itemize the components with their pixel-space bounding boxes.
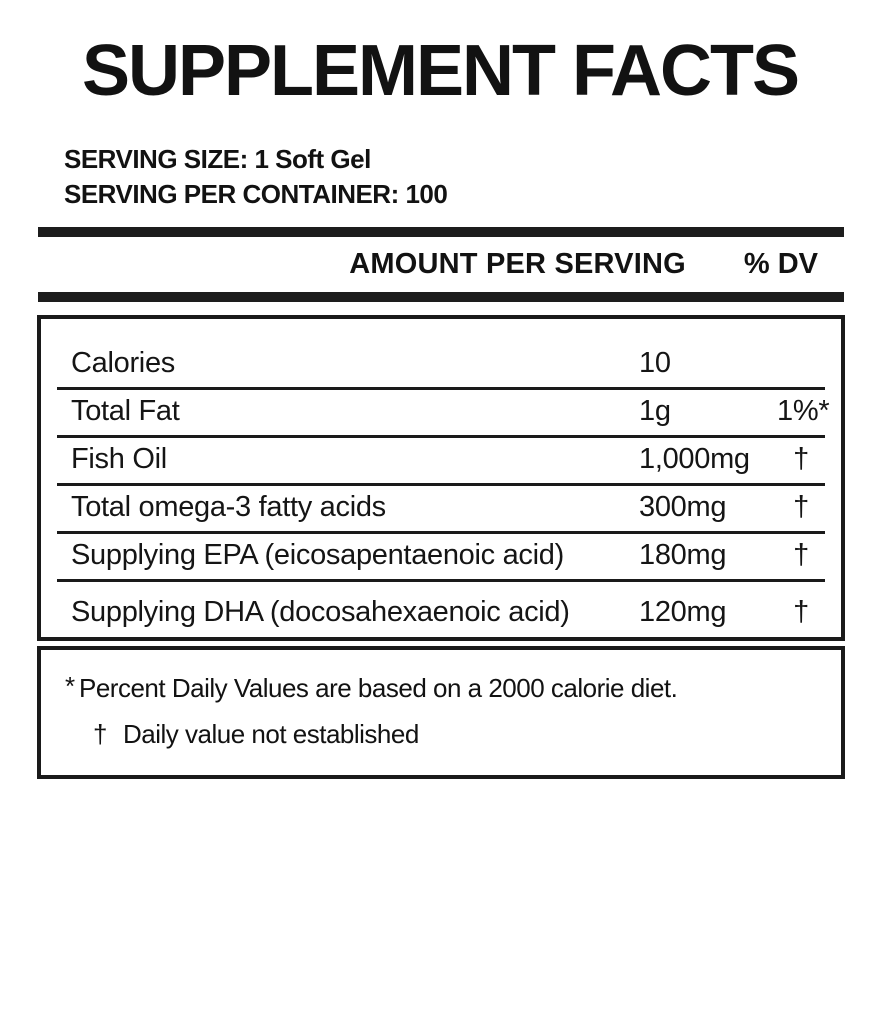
nutrient-amount: 120mg	[639, 596, 727, 628]
table-row	[57, 390, 830, 438]
nutrient-facts-box	[37, 315, 845, 641]
table-row	[57, 319, 825, 390]
divider-bar-bottom	[38, 292, 844, 302]
page-title: SUPPLEMENT FACTS	[81, 31, 799, 111]
column-header-row	[38, 237, 844, 292]
asterisk-symbol: *	[65, 671, 75, 701]
nutrient-amount: 300mg	[639, 491, 727, 523]
table-row	[57, 582, 825, 636]
nutrient-name: Supplying EPA (eicosapentaenoic acid)	[71, 539, 564, 571]
dagger-symbol: †	[93, 719, 107, 749]
nutrient-name: Total omega-3 fatty acids	[71, 491, 386, 523]
nutrient-amount: 1,000mg	[639, 443, 750, 475]
nutrient-name: Fish Oil	[71, 443, 167, 475]
table-row	[57, 438, 825, 486]
asterisk-footnote-text: Percent Daily Values are based on a 2000 calorie diet.	[79, 673, 678, 703]
nutrient-name: Calories	[71, 347, 175, 379]
amount-per-serving-header: AMOUNT PER SERVING	[349, 248, 686, 280]
nutrient-name: Supplying DHA (docosahexaenoic acid)	[71, 596, 570, 628]
nutrient-amount: 10	[639, 347, 671, 379]
dagger-footnote-text: Daily value not established	[123, 719, 419, 749]
nutrient-amount: 180mg	[639, 539, 727, 571]
footnote-box	[37, 646, 845, 779]
table-row	[57, 486, 825, 534]
serving-size-line: SERVING SIZE: 1 Soft Gel	[64, 144, 371, 174]
nutrient-dv: 1%*	[777, 395, 830, 427]
nutrient-rows	[57, 319, 830, 636]
nutrient-dv: †	[793, 443, 809, 475]
nutrient-dv: †	[793, 539, 809, 571]
dagger-footnote	[65, 719, 831, 749]
serving-info	[64, 142, 880, 212]
asterisk-footnote	[65, 671, 831, 703]
divider-bar-top	[38, 227, 844, 237]
nutrient-dv: †	[793, 491, 809, 523]
percent-dv-header: % DV	[743, 248, 818, 280]
nutrient-amount: 1g	[639, 395, 671, 427]
table-row	[57, 534, 825, 582]
servings-per-container-line: SERVING PER CONTAINER: 100	[64, 179, 448, 209]
supplement-facts-label	[0, 31, 880, 1034]
nutrient-name: Total Fat	[71, 395, 180, 427]
nutrient-dv: †	[793, 596, 809, 628]
